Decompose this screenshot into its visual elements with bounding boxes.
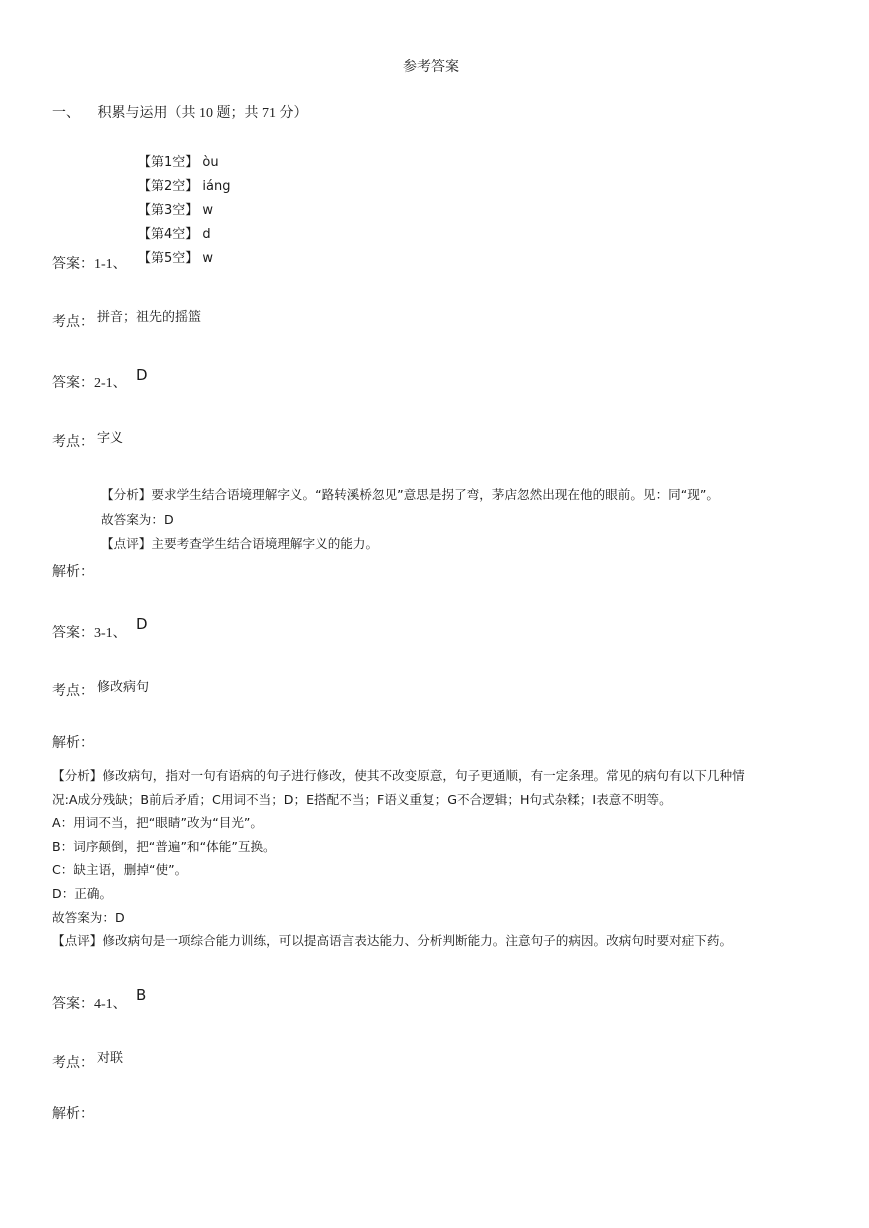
q2-analysis-label: 解析： [52,565,94,580]
q1-blanks [138,151,231,271]
q1-point-label: 考点： [52,315,94,330]
q2-answer-label: 答案：2-1、 [52,376,127,391]
q2-analysis-line: 故答案为：D [101,511,174,527]
q1-answer-label: 答案：1-1、 [52,257,127,272]
page-title: 参考答案 [403,60,459,75]
section-number: 一、 [52,106,80,121]
q1-blank-5: 【第5空】 w [138,251,214,266]
q2-analysis-line: 【分析】要求学生结合语境理解字义。“路转溪桥忽见”意思是拐了弯，茅店忽然出现在他的眼前。见：同“现”。 [101,487,720,502]
q1-blank-2: 【第2空】 iáng [138,179,231,194]
q4-analysis-label: 解析： [52,1107,94,1122]
q2-analysis-line: 【点评】主要考查学生结合语境理解字义的能力。 [101,536,379,551]
section-name: 积累与运用（共 10 题；共 71 分） [97,106,308,121]
q3-answer-label: 答案：3-1、 [52,626,127,641]
q3-analysis-line: D：正确。 [52,885,113,901]
section-heading [52,102,308,122]
q4-answer: B [136,986,147,1004]
q4-point: 对联 [97,1051,124,1066]
q4-answer-label: 答案：4-1、 [52,997,127,1012]
q2-point: 字义 [97,431,124,446]
q3-analysis-line: A：用词不当，把“眼睛”改为“目光”。 [52,815,264,831]
q2-analysis [101,483,719,557]
q4-point-label: 考点： [52,1056,94,1071]
q3-analysis-line: 【分析】修改病句，指对一句有语病的句子进行修改，使其不改变原意，句子更通顺，有一定条理。常见的病句有以下几种情 [52,768,745,783]
q3-answer: D [136,615,148,633]
q1-blank-4: 【第4空】 d [138,227,211,242]
q1-point: 拼音；祖先的摇篮 [97,310,202,325]
q3-point-label: 考点： [52,684,94,699]
q3-analysis-line: 【点评】修改病句是一项综合能力训练，可以提高语言表达能力、分析判断能力。注意句子的病因。改病句时要对症下药。 [52,933,733,949]
q3-analysis-label: 解析： [52,736,94,751]
q3-analysis-line: 况:A成分残缺；B前后矛盾；C用词不当；D；E搭配不当；F语义重复；G不合逻辑；H句式杂糅；I表意不明等。 [52,791,672,807]
q1-blank-3: 【第3空】 w [138,203,214,218]
q3-analysis-line: B：词序颠倒，把“普遍”和“体能”互换。 [52,838,276,854]
q3-analysis-line: 故答案为：D [52,909,125,925]
q3-analysis-line: C：缺主语，删掉“使”。 [52,862,188,878]
q3-point: 修改病句 [97,680,150,695]
q2-point-label: 考点： [52,435,94,450]
q2-answer: D [136,366,148,384]
q1-blank-1: 【第1空】 òu [138,155,219,170]
q3-analysis [52,764,745,953]
